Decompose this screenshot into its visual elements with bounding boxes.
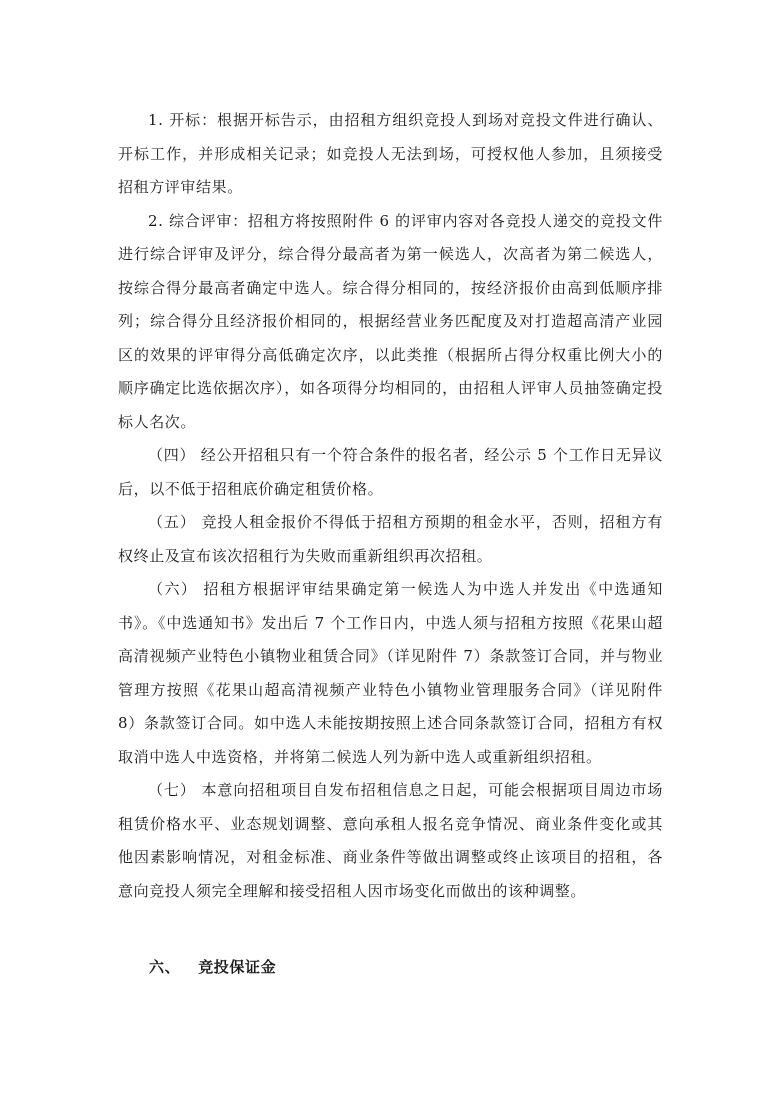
section-heading-title: 竞投保证金 [198,958,277,976]
paragraph-section-7: （七） 本意向招租项目自发布招租信息之日起，可能会根据项目周边市场租赁价格水平、业态规划调整、意向承租人报名竞争情况、商业条件变化或其他因素影响情况，对租金标准、商业条件等做出调整或终止该项目的招租，各意向竞投人须完全理解和接受招租人因市场变化而做出的该种调整。 [118,781,663,900]
paragraph-comprehensive-review: 2. 综合评审：招租方将按照附件 6 的评审内容对各竞投人递交的竞投文件进行综合评审及评分，综合得分最高者为第一候选人，次高者为第二候选人，按综合得分最高者确定中选人。综合得分相同的，按经济报价由高到低顺序排列；综合得分且经济报价相同的，根据经营业务匹配度及对打造超高清产业园区的效果的评审得分高低确定次序，以此类推（根据所占得分权重比例大小的顺序确定比选依据次序），如各项得分均相同的，由招租人评审人员抽签确定投标人名次。 [118,211,663,431]
paragraph-bid-opening: 1. 开标：根据开标告示，由招租方组织竞投人到场对竞投文件进行确认、开标工作，并形成相关记录；如竞投人无法到场，可授权他人参加，且须接受招租方评审结果。 [118,111,663,196]
document-body [118,104,663,908]
paragraph-section-4: （四） 经公开招租只有一个符合条件的报名者，经公示 5 个工作日无异议后，以不低于招租底价确定租赁价格。 [118,446,663,498]
section-heading-deposit [149,951,276,984]
paragraph-section-5: （五） 竞投人租金报价不得低于招租方预期的租金水平，否则，招租方有权终止及宣布该次招租行为失败而重新组织再次招租。 [118,513,663,565]
section-heading-number: 六、 [149,958,181,976]
paragraph-section-6: （六） 招租方根据评审结果确定第一候选人为中选人并发出《中选通知书》。《中选通知书》发出后 7 个工作日内，中选人须与招租方按照《花果山超高清视频产业特色小镇物业租赁合同》（详见附件 7）条款签订合同，并与物业管理方按照《花果山超高清视频产业特色小镇物业管理服务合同》（详见附件 8）条款签订合同。如中选人未能按期按照上述合同条款签订合同，招租方有权取消中选人中选资格，并将第二候选人列为新中选人或重新组织招租。 [118,580,663,766]
